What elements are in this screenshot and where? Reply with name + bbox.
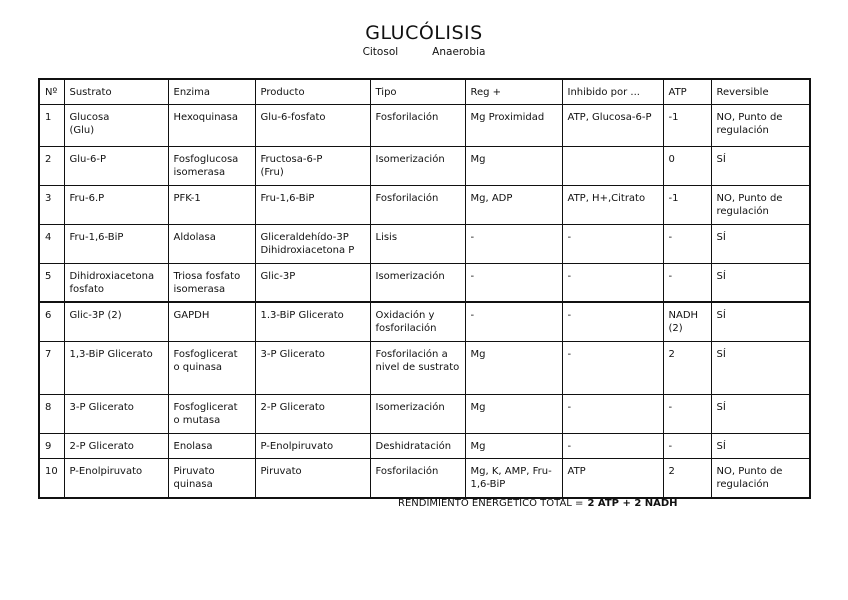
table-cell: - [465, 263, 562, 302]
table-cell: ATP, Glucosa-6-P [562, 104, 663, 146]
table-cell: Fru-6.P [64, 185, 168, 224]
table-cell: NADH (2) [663, 302, 711, 341]
table-cell: 2 [663, 458, 711, 498]
table-cell: 7 [39, 341, 64, 394]
table-cell: 0 [663, 146, 711, 185]
page-title: GLUCÓLISIS [365, 22, 483, 44]
table-cell: Glu-6-fosfato [255, 104, 370, 146]
table-row [39, 146, 810, 185]
table-cell: - [663, 433, 711, 458]
column-header: Tipo [370, 79, 465, 104]
table-cell: Isomerización [370, 394, 465, 433]
table-cell: SÍ [711, 341, 810, 394]
table-cell: 2-P Glicerato [255, 394, 370, 433]
table-cell: 1,3-BiP Glicerato [64, 341, 168, 394]
table-cell: SÍ [711, 433, 810, 458]
table-cell: -1 [663, 104, 711, 146]
table-cell: Mg Proximidad [465, 104, 562, 146]
table-cell [562, 146, 663, 185]
table-cell: Aldolasa [168, 224, 255, 263]
table-cell: Fosforilación [370, 458, 465, 498]
table-cell: ATP, H+,Citrato [562, 185, 663, 224]
table-cell: Mg [465, 341, 562, 394]
table-header-row [39, 79, 810, 104]
table-cell: 1 [39, 104, 64, 146]
table-cell: Mg [465, 394, 562, 433]
table-cell: - [663, 394, 711, 433]
table-cell: Fosfoglicerat o mutasa [168, 394, 255, 433]
table-cell: Piruvato quinasa [168, 458, 255, 498]
table-cell: ATP [562, 458, 663, 498]
table-cell: 3 [39, 185, 64, 224]
table-row [39, 104, 810, 146]
table-cell: - [562, 394, 663, 433]
table-cell: Dihidroxiacetona fosfato [64, 263, 168, 302]
table-row [39, 263, 810, 302]
table-cell: Fosforilación [370, 104, 465, 146]
table-cell: GAPDH [168, 302, 255, 341]
table-cell: Fru-1,6-BiP [255, 185, 370, 224]
table-cell: SÍ [711, 302, 810, 341]
table-cell: Isomerización [370, 263, 465, 302]
table-cell: Fosforilación [370, 185, 465, 224]
table-row [39, 433, 810, 458]
table-cell: Glic-3P (2) [64, 302, 168, 341]
table-cell: 8 [39, 394, 64, 433]
table-cell: Enolasa [168, 433, 255, 458]
table-cell: - [562, 433, 663, 458]
table-row [39, 458, 810, 498]
glycolysis-table [38, 78, 811, 499]
table-cell: Mg [465, 146, 562, 185]
table-cell: - [465, 224, 562, 263]
table-cell: 10 [39, 458, 64, 498]
table-cell: P-Enolpiruvato [64, 458, 168, 498]
table-cell: 6 [39, 302, 64, 341]
table-cell: Fru-1,6-BiP [64, 224, 168, 263]
table-cell: - [562, 224, 663, 263]
table-cell: SÍ [711, 394, 810, 433]
table-cell: SÍ [711, 263, 810, 302]
table-cell: Fosforilación a nivel de sustrato [370, 341, 465, 394]
table-cell: Oxidación y fosforilación [370, 302, 465, 341]
table-cell: Fructosa-6-P (Fru) [255, 146, 370, 185]
table-cell: 1.3-BiP Glicerato [255, 302, 370, 341]
column-header: Reversible [711, 79, 810, 104]
table-cell: Fosfoglicerat o quinasa [168, 341, 255, 394]
table-cell: Glic-3P [255, 263, 370, 302]
table-cell: - [465, 302, 562, 341]
table-cell: Glu-6-P [64, 146, 168, 185]
table-row [39, 394, 810, 433]
table-cell: - [663, 224, 711, 263]
table-cell: 3-P Glicerato [64, 394, 168, 433]
table-cell: Isomerización [370, 146, 465, 185]
table-row [39, 341, 810, 394]
table-cell: Mg [465, 433, 562, 458]
table-cell: NO, Punto de regulación [711, 458, 810, 498]
table-cell: 2 [663, 341, 711, 394]
table-row [39, 302, 810, 341]
table-cell: NO, Punto de regulación [711, 104, 810, 146]
table-cell: - [562, 263, 663, 302]
table-cell: - [663, 263, 711, 302]
table-cell: Fosfoglucosa isomerasa [168, 146, 255, 185]
table-cell: 5 [39, 263, 64, 302]
total-label: RENDIMIENTO ENERGÉTICO TOTAL = [398, 498, 584, 509]
table-cell: P-Enolpiruvato [255, 433, 370, 458]
table-cell: -1 [663, 185, 711, 224]
table-cell: Deshidratación [370, 433, 465, 458]
condition-label: Anaerobia [432, 46, 486, 58]
table-cell: 3-P Glicerato [255, 341, 370, 394]
column-header: Inhibido por ... [562, 79, 663, 104]
table-cell: Gliceraldehído-3P Dihidroxiacetona P [255, 224, 370, 263]
column-header: Nº [39, 79, 64, 104]
table-cell: - [562, 341, 663, 394]
table-cell: Mg, ADP [465, 185, 562, 224]
table-cell: NO, Punto de regulación [711, 185, 810, 224]
table-cell: - [562, 302, 663, 341]
table-cell: SÍ [711, 146, 810, 185]
table-cell: 2-P Glicerato [64, 433, 168, 458]
column-header: ATP [663, 79, 711, 104]
energy-yield-total [398, 498, 678, 509]
column-header: Sustrato [64, 79, 168, 104]
table-row [39, 185, 810, 224]
table-cell: 9 [39, 433, 64, 458]
table-row [39, 224, 810, 263]
column-header: Reg + [465, 79, 562, 104]
column-header: Enzima [168, 79, 255, 104]
table-cell: 2 [39, 146, 64, 185]
table-cell: Mg, K, AMP, Fru-1,6-BiP [465, 458, 562, 498]
table-cell: PFK-1 [168, 185, 255, 224]
column-header: Producto [255, 79, 370, 104]
table-cell: Lisis [370, 224, 465, 263]
table-cell: Glucosa (Glu) [64, 104, 168, 146]
table-cell: 4 [39, 224, 64, 263]
table-cell: SÍ [711, 224, 810, 263]
table-cell: Hexoquinasa [168, 104, 255, 146]
subtitle [0, 46, 848, 58]
table-cell: Piruvato [255, 458, 370, 498]
total-value: 2 ATP + 2 NADH [587, 498, 678, 509]
location-label: Citosol [362, 46, 399, 58]
table-cell: Triosa fosfato isomerasa [168, 263, 255, 302]
